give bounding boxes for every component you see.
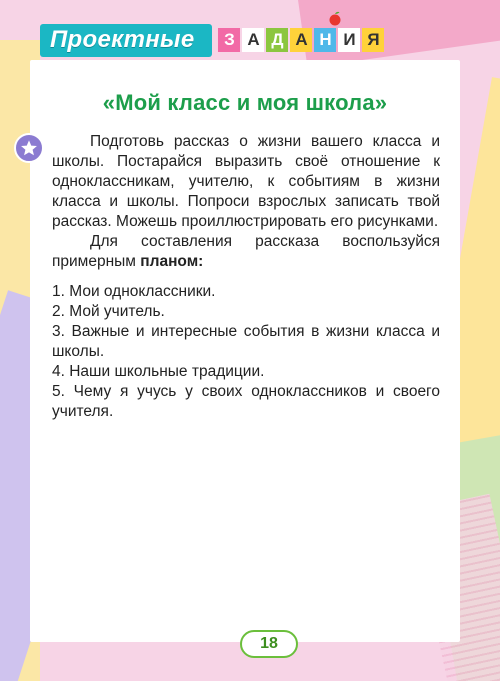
letter-block: Я — [362, 28, 384, 52]
plan-list — [52, 282, 440, 422]
letter-block: З — [218, 28, 240, 52]
apple-icon — [327, 10, 343, 26]
tasks-letter-blocks — [218, 28, 384, 52]
star-badge — [14, 133, 44, 163]
page-title: «Мой класс и моя школа» — [102, 90, 388, 115]
list-item: 4. Наши школьные традиции. — [52, 363, 265, 380]
plan-intro-text: Для составления рассказа воспользуйся примерным — [52, 233, 440, 270]
list-item: 3. Важные и интересные события в жизни класса и школы. — [52, 323, 440, 360]
task-text — [52, 132, 440, 422]
page-number: 18 — [240, 630, 298, 658]
plan-intro-paragraph — [52, 232, 440, 272]
star-icon — [20, 139, 38, 157]
letter-block: Н — [314, 28, 336, 52]
projects-label: Проектные — [40, 24, 212, 57]
letter-block: А — [242, 28, 264, 52]
letter-block: А — [290, 28, 312, 52]
intro-paragraph: Подготовь рассказ о жизни вашего класса и школы. Постарайся выразить своё отношение к одноклассникам, учителю, к событиям в жизни класса и школы. Попроси взрослых записать твой рассказ. Можешь проиллюстрировать его рисунками. — [52, 133, 440, 230]
plan-word: планом: — [140, 253, 204, 270]
content-card — [30, 60, 460, 642]
list-item: 1. Мои одноклассники. — [52, 283, 216, 300]
list-item: 2. Мой учитель. — [52, 303, 165, 320]
letter-block: Д — [266, 28, 288, 52]
list-item: 5. Чему я учусь у своих одноклассников и своего учителя. — [52, 383, 440, 420]
letter-block: И — [338, 28, 360, 52]
section-header — [40, 22, 384, 58]
